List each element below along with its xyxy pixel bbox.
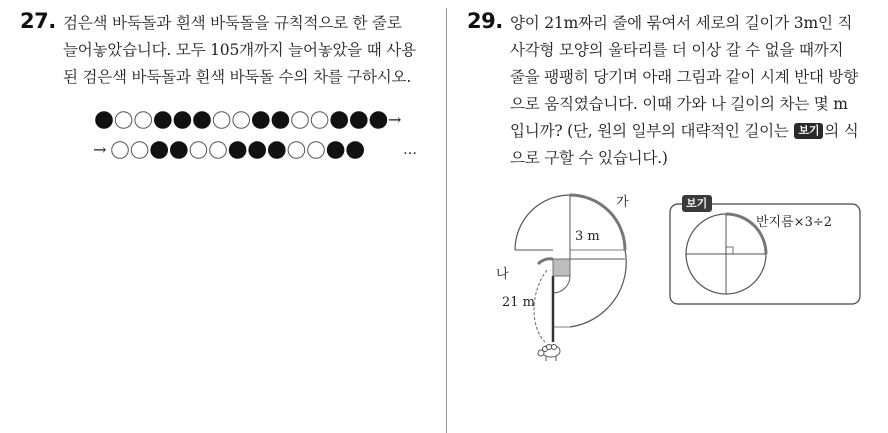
bogi-formula: 반지름×3÷2 xyxy=(756,215,833,230)
bogi-inline-badge: 보기 xyxy=(794,123,823,139)
black-stone xyxy=(249,142,266,159)
sheep-icon xyxy=(538,345,560,362)
question-29-line-5-text: 입니까? (단, 원의 일부의 대략적인 길이는 xyxy=(510,122,789,140)
question-29-number: 29. xyxy=(467,9,503,33)
row-2-arrow: → xyxy=(93,140,107,159)
black-stone xyxy=(269,142,286,159)
black-stone xyxy=(174,112,191,129)
arc-na-highlight xyxy=(538,259,553,264)
white-stone xyxy=(311,112,328,129)
black-stone xyxy=(229,142,246,159)
white-stone xyxy=(292,112,309,129)
question-29-line-3: 줄을 팽팽히 당기며 아래 그림과 같이 시계 반대 방향 xyxy=(510,68,859,86)
label-na: 나 xyxy=(496,267,509,282)
stone-pattern xyxy=(0,100,446,180)
white-stone xyxy=(210,142,227,159)
row-1-arrow: → xyxy=(388,110,402,129)
question-27-number: 27. xyxy=(20,9,56,33)
white-stone xyxy=(308,142,325,159)
black-stone xyxy=(252,112,269,129)
question-29-line-5-tail: 의 식 xyxy=(824,122,859,140)
large-arc-ga xyxy=(515,195,570,250)
question-29-line-4: 으로 움직였습니다. 이때 가와 나 길이의 차는 몇 m xyxy=(510,95,848,113)
question-27-line-2: 늘어놓았습니다. 모두 105개까지 늘어놓았을 때 사용 xyxy=(63,41,416,59)
black-stone xyxy=(347,142,364,159)
bogi-box-title: 보기 xyxy=(686,197,708,210)
stone-row-2 xyxy=(112,142,364,159)
bogi-example-box xyxy=(668,192,868,308)
label-3m: 3 m xyxy=(575,229,600,244)
question-27-line-3: 된 검은색 바둑돌과 흰색 바둑돌 수의 차를 구하시오. xyxy=(63,68,412,86)
small-arc xyxy=(553,276,570,293)
white-stone xyxy=(112,142,129,159)
question-27-line-1: 검은색 바둑돌과 흰색 바둑돌을 규칙적으로 한 줄로 xyxy=(63,14,402,32)
question-29-line-6: 으로 구할 수 있습니다.) xyxy=(510,149,668,167)
black-stone xyxy=(351,112,368,129)
black-stone xyxy=(327,142,344,159)
dashed-rope-path xyxy=(534,270,547,342)
white-stone xyxy=(233,112,250,129)
white-stone xyxy=(213,112,230,129)
row-2-ellipsis: … xyxy=(403,142,417,158)
stone-row-1 xyxy=(96,112,387,129)
black-stone xyxy=(96,112,113,129)
question-29-line-1: 양이 21m짜리 줄에 묶여서 세로의 길이가 3m인 직 xyxy=(510,14,853,32)
white-stone xyxy=(131,142,148,159)
black-stone xyxy=(194,112,211,129)
white-stone xyxy=(135,112,152,129)
question-29-line-5 xyxy=(510,119,859,141)
black-stone xyxy=(151,142,168,159)
sheep-rope-figure xyxy=(490,182,670,382)
black-stone xyxy=(155,112,172,129)
black-stone xyxy=(171,142,188,159)
black-stone xyxy=(370,112,387,129)
column-divider xyxy=(446,8,447,433)
white-stone xyxy=(190,142,207,159)
fence-rectangle xyxy=(553,259,570,276)
label-ga: 가 xyxy=(616,195,629,210)
label-21m: 21 m xyxy=(502,295,536,310)
question-29-line-2: 사각형 모양의 울타리를 더 이상 갈 수 없을 때까지 xyxy=(510,41,844,59)
white-stone xyxy=(288,142,305,159)
white-stone xyxy=(115,112,132,129)
black-stone xyxy=(272,112,289,129)
large-arc-right xyxy=(570,250,626,327)
black-stone xyxy=(331,112,348,129)
